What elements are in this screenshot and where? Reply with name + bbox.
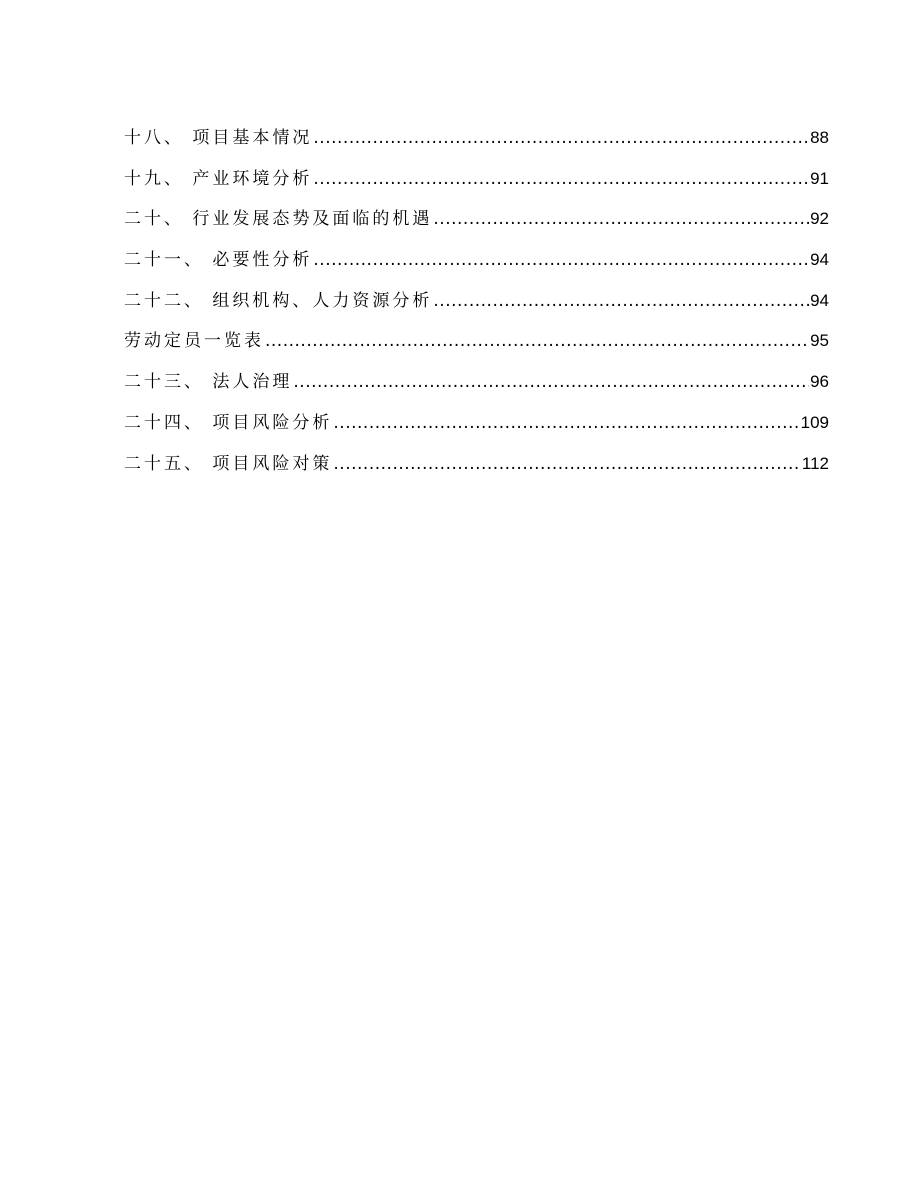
toc-entry-title: 劳动定员一览表 <box>124 331 264 352</box>
toc-entry[interactable] <box>124 199 829 240</box>
toc-leader-dots <box>333 444 800 485</box>
toc-leader-dots <box>433 199 809 240</box>
toc-entry-title: 二十五、 项目风险对策 <box>124 453 333 474</box>
toc-entry-page: 96 <box>810 372 829 392</box>
toc-leader-dots <box>265 321 809 362</box>
toc-entry[interactable] <box>124 118 829 159</box>
toc-entry-page: 91 <box>810 168 829 188</box>
toc-entry[interactable] <box>124 159 829 200</box>
toc-entry[interactable] <box>124 444 829 485</box>
toc-entry[interactable] <box>124 281 829 322</box>
toc-entry-page: 94 <box>810 290 829 310</box>
toc-entry-title: 二十一、 必要性分析 <box>124 250 313 271</box>
toc-entry-title: 二十四、 项目风险分析 <box>124 412 333 433</box>
toc-leader-dots <box>313 159 809 200</box>
toc-leader-dots <box>293 362 809 403</box>
toc-entry-page: 88 <box>810 128 829 147</box>
toc-leader-dots <box>333 403 799 444</box>
toc-entry-page: 92 <box>810 209 829 229</box>
toc-entry-page: 109 <box>800 412 829 432</box>
table-of-contents <box>124 118 829 484</box>
toc-entry-page: 94 <box>810 250 829 270</box>
toc-entry[interactable] <box>124 362 829 403</box>
toc-entry[interactable] <box>124 321 829 362</box>
toc-leader-dots <box>313 240 809 281</box>
toc-entry-page: 112 <box>801 453 829 473</box>
toc-entry-title: 二十三、 法人治理 <box>124 372 293 393</box>
toc-entry-title: 十九、 产业环境分析 <box>124 168 313 189</box>
toc-entry[interactable] <box>124 403 829 444</box>
toc-leader-dots <box>433 281 809 322</box>
toc-entry-title: 十八、 项目基本情况 <box>124 128 313 148</box>
toc-leader-dots <box>313 118 809 159</box>
toc-entry-title: 二十、 行业发展态势及面临的机遇 <box>124 209 433 230</box>
toc-entry-page: 95 <box>810 331 829 351</box>
toc-entry-title: 二十二、 组织机构、人力资源分析 <box>124 290 433 311</box>
toc-entry[interactable] <box>124 240 829 281</box>
